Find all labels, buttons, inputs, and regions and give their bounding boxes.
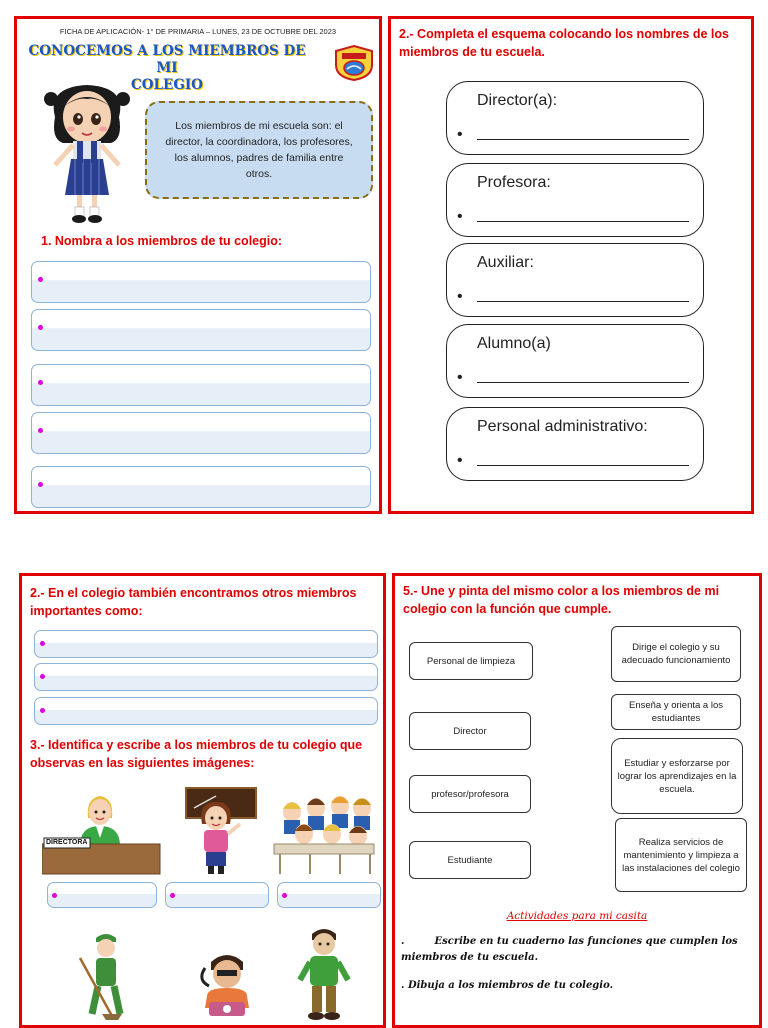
bullet-icon xyxy=(38,482,43,487)
writing-line xyxy=(477,382,689,383)
homework-item-1-text: Escribe en tu cuaderno las funciones que cumplen los miembros de tu escuela. xyxy=(401,936,738,963)
question-1-title: 1. Nombra a los miembros de tu colegio: xyxy=(41,234,283,248)
function-box-ensena[interactable] xyxy=(611,694,741,730)
scheme-box-director[interactable] xyxy=(446,81,704,155)
answer-line-2[interactable] xyxy=(31,309,371,351)
panel-scheme xyxy=(388,16,754,514)
function-box-estudiar[interactable] xyxy=(611,738,743,814)
writing-line xyxy=(477,301,689,302)
question-2b-title: 2.- En el colegio también encontramos otros miembros importantes como: xyxy=(30,586,357,618)
bullet-icon xyxy=(170,893,175,898)
member-label: Estudiante xyxy=(447,854,493,866)
member-box-personal-limpieza[interactable] xyxy=(409,642,533,680)
scheme-label: Auxiliar: xyxy=(477,254,534,271)
homework-item-1-bullet: . xyxy=(401,936,405,947)
answer-line-3[interactable] xyxy=(31,364,371,406)
answer-line-1[interactable] xyxy=(31,261,371,303)
member-box-estudiante[interactable] xyxy=(409,841,531,879)
bullet-icon xyxy=(38,325,43,330)
homework-title: Actividades para mi casita xyxy=(506,910,648,922)
bullet-icon xyxy=(52,893,57,898)
answer-line-5[interactable] xyxy=(31,466,371,508)
student-girl-illustration xyxy=(37,77,137,227)
scheme-label: Alumno(a) xyxy=(477,335,551,352)
question-5-title: 5.- Une y pinta del mismo color a los miembros de mi colegio con la función que cumple. xyxy=(403,584,720,616)
janitor-illustration xyxy=(290,922,360,1022)
question-3-title: 3.- Identifica y escribe a los miembros de tu colegio que observas en las siguientes imágenes: xyxy=(30,738,363,770)
function-label: Realiza servicios de mantenimiento y limpieza a las instalaciones del colegio xyxy=(622,836,740,874)
teacher-illustration xyxy=(172,784,262,876)
other-member-line-1[interactable] xyxy=(34,630,378,658)
cleaner-illustration xyxy=(72,928,142,1020)
other-member-line-2[interactable] xyxy=(34,663,378,691)
intro-box xyxy=(145,101,373,199)
writing-line xyxy=(477,465,689,466)
image-answer-line-2[interactable] xyxy=(165,882,269,908)
function-label: Enseña y orienta a los estudiantes xyxy=(628,700,723,724)
bullet-icon: • xyxy=(457,126,463,143)
panel-members-intro xyxy=(14,16,382,514)
bullet-icon: • xyxy=(457,288,463,305)
bullet-icon xyxy=(40,708,45,713)
bullet-icon: • xyxy=(457,369,463,386)
scheme-label: Personal administrativo: xyxy=(477,418,648,435)
bullet-icon xyxy=(282,893,287,898)
function-box-limpieza[interactable] xyxy=(615,818,747,892)
writing-line xyxy=(477,221,689,222)
scheme-label: Profesora: xyxy=(477,174,551,191)
scheme-label: Director(a): xyxy=(477,92,558,109)
bullet-icon xyxy=(38,428,43,433)
bullet-icon xyxy=(38,277,43,282)
scheme-box-personal-administrativo[interactable] xyxy=(446,407,704,481)
panel-other-members xyxy=(19,573,386,1028)
writing-line xyxy=(477,139,689,140)
students-illustration xyxy=(270,782,380,878)
member-box-profesor[interactable] xyxy=(409,775,531,813)
other-member-line-3[interactable] xyxy=(34,697,378,725)
receptionist-illustration xyxy=(187,944,267,1020)
title-line-2: COLEGIO xyxy=(131,77,203,93)
member-box-director[interactable] xyxy=(409,712,531,750)
member-label: profesor/profesora xyxy=(431,788,509,800)
scheme-box-profesora[interactable] xyxy=(446,163,704,237)
panel-matching xyxy=(392,573,762,1028)
member-label: Director xyxy=(453,725,487,737)
homework-item-1 xyxy=(401,934,749,966)
bullet-icon: • xyxy=(457,208,463,225)
bullet-icon xyxy=(38,380,43,385)
question-2-title: 2.- Completa el esquema colocando los nombres de los miembros de tu escuela. xyxy=(399,27,729,59)
school-logo xyxy=(333,45,375,81)
function-label: Estudiar y esforzarse por lograr los aprendizajes en la escuela. xyxy=(617,757,737,795)
bullet-icon xyxy=(40,641,45,646)
image-answer-line-1[interactable] xyxy=(47,882,157,908)
title-line-1: CONOCEMOS A LOS MIEMBROS DE MI xyxy=(28,43,306,76)
homework-item-2: . Dibuja a los miembros de tu colegio. xyxy=(401,980,614,991)
worksheet-header: FICHA DE APLICACIÓN- 1° DE PRIMARIA – LUNES, 23 DE OCTUBRE DEL 2023 xyxy=(59,27,337,36)
scheme-box-auxiliar[interactable] xyxy=(446,243,704,317)
image-answer-line-3[interactable] xyxy=(277,882,381,908)
answer-line-4[interactable] xyxy=(31,412,371,454)
intro-text: Los miembros de mi escuela son: el director, la coordinadora, los profesores, los alumnos, padres de familia entre otros. xyxy=(165,120,353,180)
function-box-dirige[interactable] xyxy=(611,626,741,682)
bullet-icon: • xyxy=(457,452,463,469)
scheme-box-alumno[interactable] xyxy=(446,324,704,398)
directora-illustration xyxy=(42,786,162,876)
member-label: Personal de limpieza xyxy=(426,655,516,667)
bullet-icon xyxy=(40,674,45,679)
directora-sign-label: DIRECTORA xyxy=(46,839,88,846)
function-label: Dirige el colegio y su adecuado funcionamiento xyxy=(621,642,731,666)
